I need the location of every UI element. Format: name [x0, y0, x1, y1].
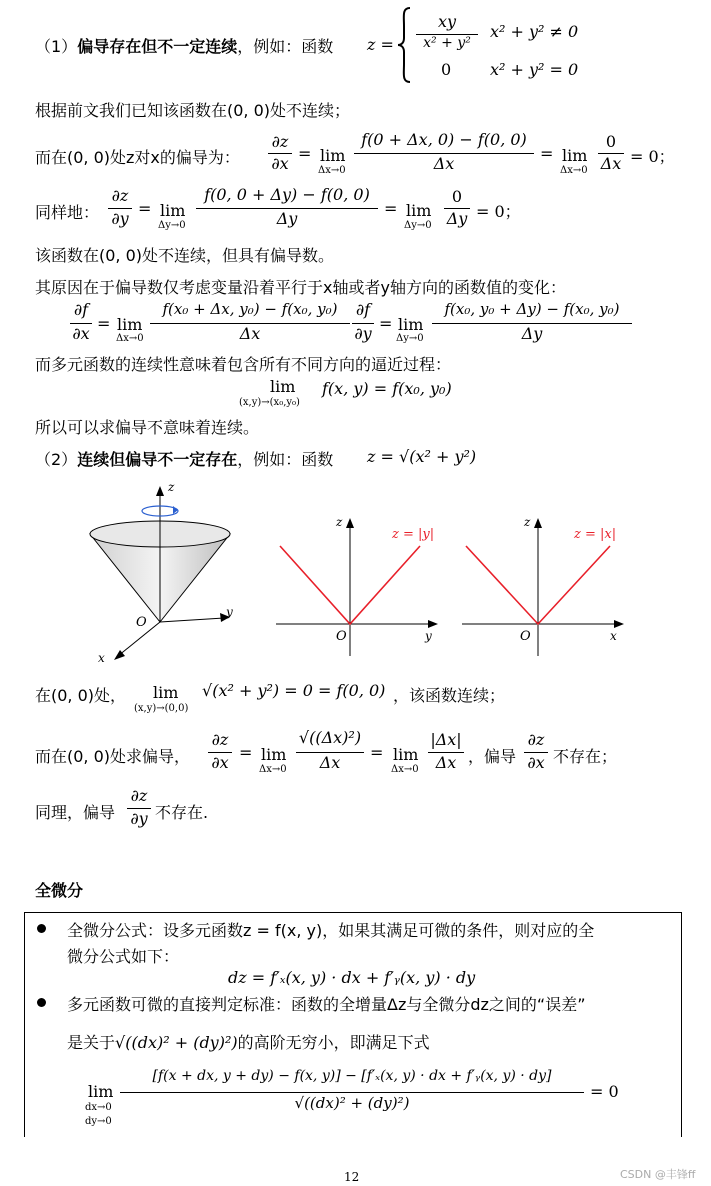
sim-end-text: 不存在.: [155, 803, 209, 822]
px-zero-num: 0: [605, 132, 617, 151]
def-fy-eq: =: [379, 314, 393, 333]
def-fx-lim: lim: [117, 315, 143, 334]
sim-deriv-den: ∂y: [130, 809, 148, 828]
py-equals-2: =: [384, 199, 398, 218]
pc-lim-sub: Δx→0: [259, 764, 287, 775]
criterion-lim: lim: [88, 1082, 114, 1101]
case1-denominator: x² + y²: [423, 35, 471, 51]
total-differential-formula: dz = f′ₓ(x, y) · dx + f′ᵧ(x, y) · dy: [228, 968, 476, 987]
pc-abs-num: |Δx|: [430, 730, 462, 749]
cone-origin-label: O: [136, 615, 147, 630]
pc-mid-text: ，偏导: [468, 747, 517, 766]
py-zero-num: 0: [451, 187, 463, 206]
px-equals-1: =: [298, 144, 312, 163]
bullet-2: [37, 998, 46, 1007]
partial-y-intro: 同样地：: [35, 203, 100, 222]
paragraph-reason: 其原因在于偏导数仅考虑变量沿着平行于x轴或者y轴方向的函数值的变化：: [35, 278, 566, 297]
sim-deriv-num: ∂z: [130, 786, 148, 805]
bullet2-line2: [67, 1030, 430, 1053]
case1-numerator: xy: [437, 12, 457, 31]
px-lim-sub-2: Δx→0: [560, 165, 588, 176]
paragraph-has-partials: 该函数在(0, 0)处不连续，但具有偏导数。: [35, 246, 335, 265]
def-fx-denominator: Δx: [239, 324, 261, 343]
fig3-origin-label: O: [520, 629, 531, 644]
px-result: = 0；: [630, 147, 675, 166]
def-fx-lim-sub: Δx→0: [116, 333, 144, 344]
py-deriv-den: ∂y: [111, 209, 129, 228]
abs-x-figure: [458, 510, 638, 660]
paragraph-continuity: 而多元函数的连续性意味着包含所有不同方向的逼近过程：: [35, 355, 452, 374]
cont-lim: lim: [270, 377, 296, 396]
py-numerator: f(0, 0 + Δy) − f(0, 0): [204, 185, 370, 204]
continuity-lim-sub: (x,y)→(0,0): [134, 703, 189, 714]
fig3-z-label: z: [524, 515, 531, 529]
section2-heading-tail: ，例如：函数: [237, 450, 334, 469]
py-lim-sub-2: Δy→0: [404, 220, 432, 231]
def-fx-num: ∂f: [73, 300, 89, 319]
section2-heading: 连续但偏导不一定存在: [77, 450, 238, 469]
section3-title: 全微分: [35, 881, 84, 900]
py-lim: lim: [160, 201, 186, 220]
def-fx-eq: =: [97, 314, 111, 333]
fig3-x-label: x: [610, 629, 617, 643]
pc-deriv-den: ∂x: [211, 753, 229, 772]
section1-heading-line: [35, 34, 333, 57]
cone-x-label: x: [98, 651, 105, 665]
py-result: = 0；: [476, 202, 521, 221]
px-zero-den: Δx: [600, 154, 622, 173]
bullet-1: [37, 924, 46, 933]
csdn-watermark: CSDN @丰锋ff: [620, 1168, 696, 1181]
bullet1-line1: 全微分公式：设多元函数z = f(x, y)，如果其满足可微的条件，则对应的全: [67, 921, 595, 940]
criterion-denominator: √((dx)² + (dy)²): [294, 1094, 410, 1112]
fig2-origin-label: O: [336, 629, 347, 644]
partial-x-intro: 而在(0, 0)处z对x的偏导为：: [35, 148, 240, 167]
pc-lim-sub-2: Δx→0: [391, 764, 419, 775]
px-deriv-num: ∂z: [271, 132, 289, 151]
pc-lim: lim: [261, 745, 287, 764]
criterion-numerator: [f(x + dx, y + dy) − f(x, y)] − [f′ₓ(x, y) · dx + f′ᵧ(x, y) · dy]: [152, 1068, 552, 1084]
bullet2-line2-suffix: 的高阶无穷小，即满足下式: [237, 1033, 430, 1052]
cone-z-label: z: [168, 480, 175, 494]
px-lim-2: lim: [562, 146, 588, 165]
paragraph-conclusion: 所以可以求偏导不意味着连续。: [35, 418, 260, 437]
paragraph-discontinuous: 根据前文我们已知该函数在(0, 0)处不连续；: [35, 101, 351, 120]
def-fy-lim-sub: Δy→0: [396, 333, 424, 344]
cone-figure: [84, 476, 264, 666]
py-deriv-num: ∂z: [111, 186, 129, 205]
def-fy-denominator: Δy: [521, 324, 543, 343]
criterion-fraction-bar: [120, 1092, 584, 1093]
criterion-lim-sub2: dy→0: [85, 1116, 112, 1127]
pc-denominator: Δx: [319, 753, 341, 772]
case2-condition: x² + y² = 0: [490, 60, 579, 79]
def-fy-numerator: f(x₀, y₀ + Δy) − f(x₀, y₀): [444, 300, 620, 318]
section1-heading: 偏导存在但不一定连续: [77, 37, 238, 56]
def-fy-num: ∂f: [355, 300, 371, 319]
partial-check-intro: 而在(0, 0)处求偏导，: [35, 747, 191, 766]
page-number: 12: [344, 1170, 360, 1184]
fig2-z-label: z: [336, 515, 343, 529]
piecewise-lhs: z =: [367, 35, 394, 54]
section2-heading-line: [35, 447, 333, 470]
bullet2-line2-expression: √((dx)² + (dy)²): [115, 1033, 238, 1052]
px-numerator: f(0 + Δx, 0) − f(0, 0): [361, 130, 527, 149]
pc-lim-2: lim: [393, 745, 419, 764]
def-fy-den: ∂y: [354, 324, 372, 343]
case1-condition: x² + y² ≠ 0: [490, 22, 579, 41]
fig2-y-label: y: [425, 629, 432, 643]
cone-y-label: y: [226, 605, 233, 619]
criterion-result: = 0: [590, 1082, 619, 1101]
continuity-expression: √(x² + y²) = 0 = f(0, 0): [202, 681, 386, 700]
bullet1-line2: 微分公式如下：: [67, 947, 180, 966]
def-fx-numerator: f(x₀ + Δx, y₀) − f(x₀, y₀): [162, 300, 338, 318]
py-denominator: Δy: [276, 209, 298, 228]
continuity-conclusion: ，该函数连续；: [393, 686, 506, 705]
py-lim-sub: Δy→0: [158, 220, 186, 231]
pc-eq-2: =: [370, 743, 384, 762]
similarly-text: 同理，偏导: [35, 803, 116, 822]
section1-number: （1）: [35, 37, 78, 56]
criterion-lim-sub1: dx→0: [85, 1102, 112, 1113]
cont-lim-sub: (x,y)→(x₀,y₀): [239, 397, 300, 408]
px-lim: lim: [320, 146, 346, 165]
fig2-curve-label: z = |y|: [392, 527, 435, 542]
def-fx-den: ∂x: [72, 324, 90, 343]
py-equals-1: =: [138, 199, 152, 218]
continuity-lim: lim: [153, 683, 179, 702]
pc-deriv2-num: ∂z: [527, 730, 545, 749]
section2-number: （2）: [35, 450, 78, 469]
py-zero-den: Δy: [446, 209, 468, 228]
pc-numerator: √((Δx)²): [298, 728, 362, 747]
px-denominator: Δx: [433, 154, 455, 173]
px-equals-2: =: [540, 144, 554, 163]
section2-function: z = √(x² + y²): [367, 447, 477, 466]
abs-y-figure: [272, 510, 452, 660]
continuity-intro: 在(0, 0)处，: [35, 686, 127, 705]
fig3-curve-label: z = |x|: [574, 527, 617, 542]
py-lim-2: lim: [406, 201, 432, 220]
pc-eq-1: =: [239, 743, 253, 762]
piecewise-brace: [396, 6, 412, 84]
cont-expression: f(x, y) = f(x₀, y₀): [322, 379, 452, 398]
def-fy-lim: lim: [398, 315, 424, 334]
bullet2-line2-prefix: 是关于: [67, 1033, 116, 1052]
pc-abs-den: Δx: [435, 753, 457, 772]
px-lim-sub: Δx→0: [318, 165, 346, 176]
pc-deriv2-den: ∂x: [527, 753, 545, 772]
px-deriv-den: ∂x: [271, 154, 289, 173]
bullet2-line1: 多元函数可微的直接判定标准：函数的全增量Δz与全微分dz之间的“误差”: [67, 995, 586, 1014]
cone-y-axis: [160, 618, 224, 622]
case2-value: 0: [441, 60, 452, 79]
pc-deriv-num: ∂z: [211, 730, 229, 749]
pc-end-text: 不存在；: [553, 747, 618, 766]
section1-heading-tail: ，例如：函数: [237, 37, 334, 56]
